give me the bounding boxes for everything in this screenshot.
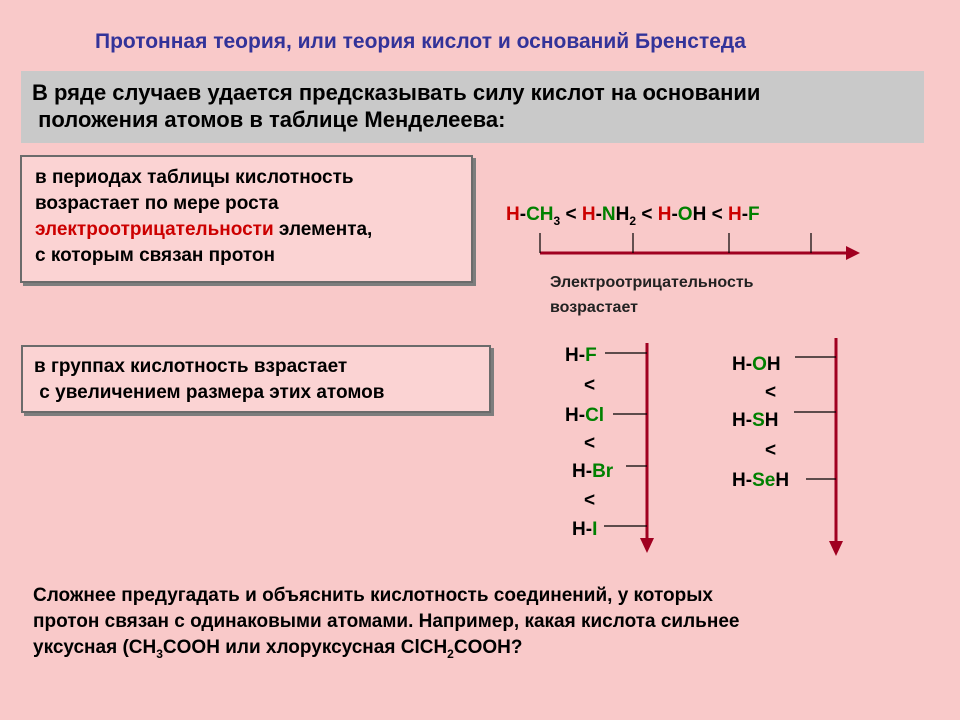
series-sub-2: 2 xyxy=(629,213,637,228)
series-dash-4: - xyxy=(741,204,749,225)
series-h-4: H xyxy=(727,204,742,225)
group-rule-line-1: в группах кислотность взрастает xyxy=(34,356,348,377)
series-lt-2: < xyxy=(636,204,658,225)
bottom-line-1: Сложнее предугадать и объяснить кислотность соединений, у которых xyxy=(33,585,714,606)
period-rule-line-2: возрастает по мере роста xyxy=(35,193,279,214)
caption-line-1: Электроотрицательность xyxy=(550,274,754,291)
intro-line-1: В ряде случаев удается предсказывать силу кислот на основании xyxy=(32,80,761,105)
halogen-lt-2: < xyxy=(584,433,596,454)
bottom-line-3: уксусная ($CH_3COOH$ или хлоруксусная ClCH$_2$COOH? xyxy=(33,637,523,661)
halogen-lt-1: < xyxy=(584,375,596,396)
series-ch: CH xyxy=(526,204,554,225)
halogen-arrow-head xyxy=(640,538,654,553)
series-dash-3: - xyxy=(671,204,678,225)
halogen-hcl: H-Cl xyxy=(565,405,605,426)
halogen-hf: H-F xyxy=(565,345,597,366)
halogen-hi: H-I xyxy=(572,519,598,540)
series-o: O xyxy=(677,204,693,225)
electronegativity-term: электроотрицательности xyxy=(35,219,274,240)
bottom-question xyxy=(33,583,739,667)
period-rule-line-4: с которым связан протон xyxy=(35,245,276,266)
chalcogen-hoh: H-OH xyxy=(732,354,781,375)
halogen-lt-3: < xyxy=(584,490,596,511)
period-rule-line-1: в периодах таблицы кислотность xyxy=(35,167,354,188)
series-h-1: H xyxy=(506,204,520,225)
group-rule-box xyxy=(21,345,491,413)
halogen-hbr: H-Br xyxy=(572,461,614,482)
chalcogen-lt-2: < xyxy=(765,440,777,461)
chalcogen-hseh: H-SeH xyxy=(732,470,790,491)
period-rule-line-3-rest: элемента, xyxy=(273,219,373,240)
bottom-line-2: протон связан с одинаковыми атомами. Например, какая кислота сильнее xyxy=(33,611,740,632)
electronegativity-arrow-head xyxy=(846,246,860,260)
intro-line-2: положения атомов в таблице Менделеева: xyxy=(32,107,506,132)
series-h-2: H xyxy=(581,204,596,225)
series-lt-1: < xyxy=(560,204,582,225)
electronegativity-caption xyxy=(550,270,754,320)
series-n: N xyxy=(601,204,616,225)
chalcogen-lt-1: < xyxy=(765,382,777,403)
chalcogen-hsh: H-SH xyxy=(732,410,779,431)
series-h-3: H xyxy=(657,204,672,225)
caption-line-2: возрастает xyxy=(550,299,638,316)
page-title: Протонная теория, или теория кислот и оснований Бренстеда xyxy=(95,30,746,53)
series-lt-3: < xyxy=(706,204,728,225)
series-nh-h: H xyxy=(615,204,630,225)
series-dash-1: - xyxy=(519,204,527,225)
chalcogen-arrow-head xyxy=(829,541,843,556)
series-sub-3: 3 xyxy=(553,213,561,228)
series-oh-h: H xyxy=(692,204,707,225)
series-dash-2: - xyxy=(595,204,602,225)
series-f: F xyxy=(748,204,760,225)
group-rule-line-2: с увеличением размера этих атомов xyxy=(34,382,385,403)
